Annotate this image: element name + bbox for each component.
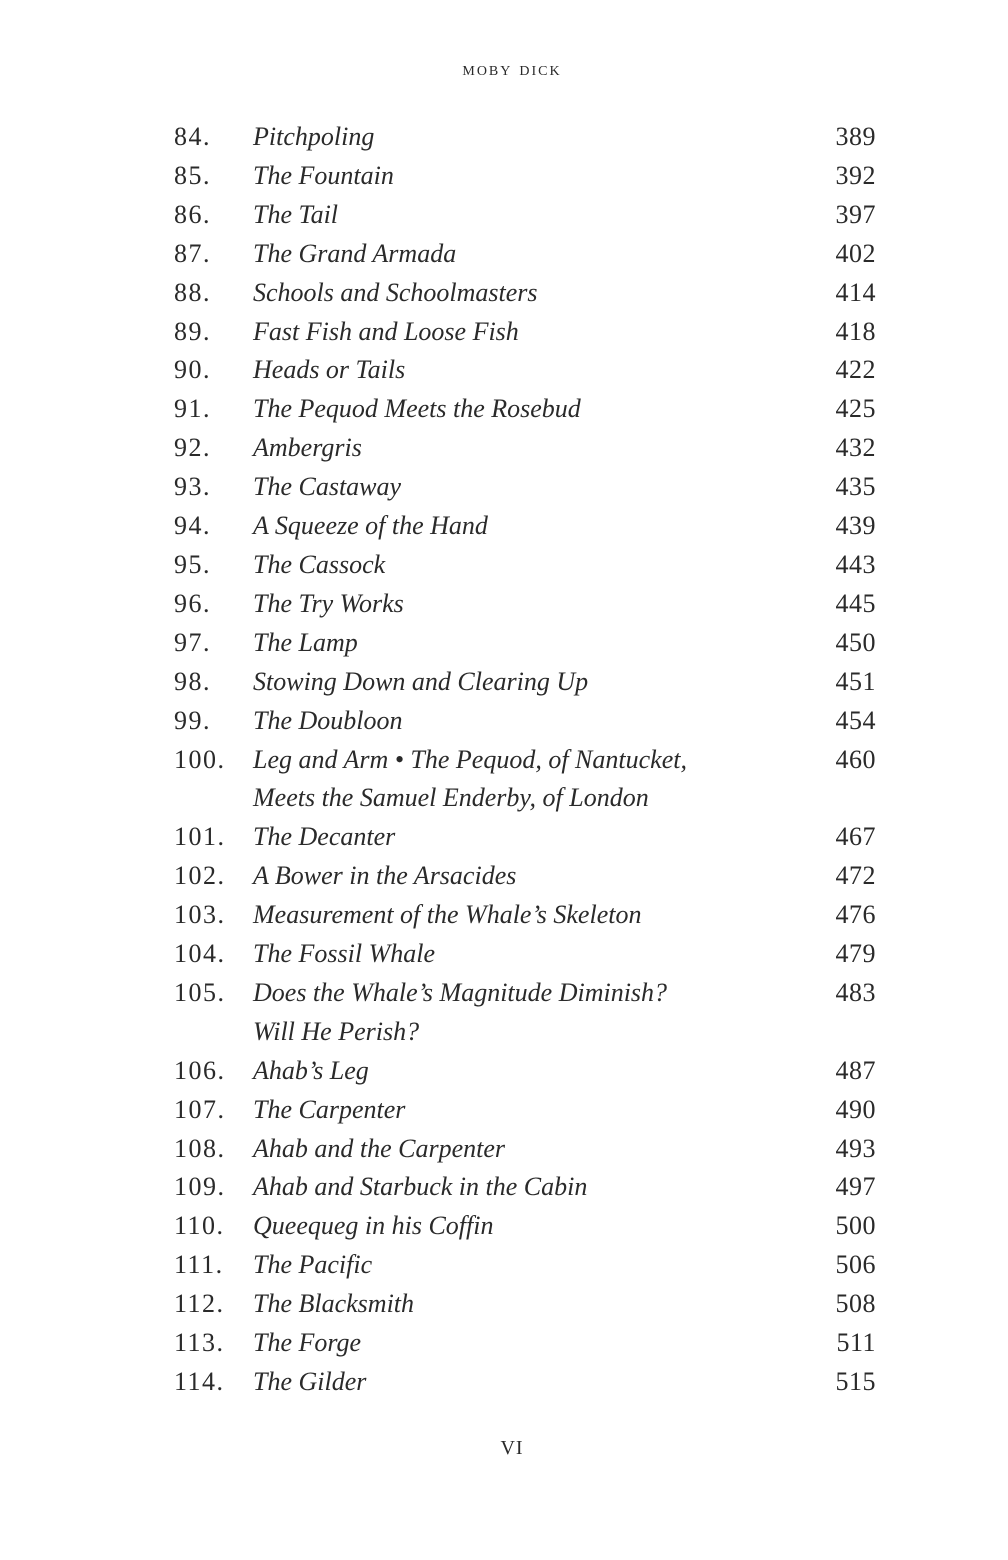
- page-number: 418: [835, 316, 876, 346]
- chapter-title-line: Will He Perish?: [253, 1016, 420, 1046]
- chapter-title: [253, 274, 806, 313]
- toc-entry: [174, 313, 876, 352]
- chapter-title: [253, 1207, 806, 1246]
- chapter-title: [253, 507, 806, 546]
- chapter-number: 90.: [174, 355, 211, 385]
- chapter-title-line: The Decanter: [253, 822, 396, 852]
- chapter-number: 84.: [174, 122, 211, 151]
- chapter-title: [253, 1130, 806, 1169]
- toc-entry: [174, 1130, 876, 1169]
- chapter-title-line: Schools and Schoolmasters: [253, 277, 538, 307]
- chapter-number: 95.: [174, 549, 211, 579]
- chapter-title-line: Heads or Tails: [253, 355, 406, 385]
- toc-entry: [174, 624, 876, 663]
- chapter-title: [253, 663, 806, 702]
- chapter-title-line: The Carpenter: [253, 1094, 406, 1124]
- chapter-number: 89.: [174, 316, 211, 346]
- page-number: 451: [835, 666, 876, 696]
- chapter-number: 101.: [174, 822, 226, 852]
- toc-entry: [174, 196, 876, 235]
- chapter-title: [253, 1091, 806, 1130]
- chapter-title: [253, 157, 806, 196]
- chapter-title: [253, 118, 806, 157]
- page-number: 506: [835, 1250, 876, 1280]
- chapter-title-line: Ahab and the Carpenter: [253, 1133, 506, 1163]
- chapter-number: 108.: [174, 1133, 226, 1163]
- page-number: 414: [835, 277, 876, 307]
- toc-entry: [174, 429, 876, 468]
- chapter-number: 112.: [174, 1289, 225, 1319]
- chapter-title: [253, 429, 806, 468]
- page-number: 397: [835, 199, 876, 229]
- chapter-number: 104.: [174, 939, 226, 969]
- page-number: 422: [835, 355, 876, 385]
- page-number: 472: [835, 861, 876, 891]
- toc-entry: [174, 1363, 876, 1402]
- chapter-title: [253, 1246, 806, 1285]
- chapter-title-line: Ambergris: [253, 433, 362, 463]
- chapter-number: 109.: [174, 1172, 226, 1202]
- toc-entry: [174, 741, 876, 819]
- toc-entry: [174, 896, 876, 935]
- page-number: 467: [835, 822, 876, 852]
- chapter-title-line: The Doubloon: [253, 705, 403, 735]
- chapter-number: 99.: [174, 705, 211, 735]
- page-number: 432: [835, 433, 876, 463]
- chapter-number: 93.: [174, 472, 211, 502]
- page-number: 479: [835, 939, 876, 969]
- toc-entry: [174, 1091, 876, 1130]
- chapter-title-line: The Forge: [253, 1328, 362, 1358]
- chapter-title-line: The Cassock: [253, 549, 386, 579]
- chapter-title-line: The Grand Armada: [253, 238, 457, 268]
- chapter-number: 86.: [174, 199, 211, 229]
- chapter-title-line: Pitchpoling: [253, 122, 375, 151]
- chapter-number: 98.: [174, 666, 211, 696]
- chapter-number: 113.: [174, 1328, 225, 1358]
- chapter-number: 103.: [174, 900, 226, 930]
- chapter-title: [253, 702, 806, 741]
- chapter-number: 105.: [174, 977, 226, 1007]
- chapter-title-line: Fast Fish and Loose Fish: [253, 316, 519, 346]
- chapter-number: 100.: [174, 744, 226, 774]
- chapter-number: 97.: [174, 627, 211, 657]
- chapter-title-line: The Fountain: [253, 160, 394, 190]
- page-number: 443: [835, 549, 876, 579]
- chapter-title-line: Meets the Samuel Enderby, of London: [253, 783, 649, 813]
- toc-entry: [174, 1285, 876, 1324]
- toc-entry: [174, 390, 876, 429]
- page-number: 392: [835, 160, 876, 190]
- chapter-title: [253, 1168, 806, 1207]
- toc-entry: [174, 1324, 876, 1363]
- toc-entry: [174, 1168, 876, 1207]
- chapter-number: 94.: [174, 511, 211, 541]
- table-of-contents: [174, 118, 876, 1402]
- chapter-title: [253, 313, 806, 352]
- page-number: 476: [835, 900, 876, 930]
- chapter-title: [253, 1363, 806, 1402]
- page-number: 439: [835, 511, 876, 541]
- chapter-title-line: The Castaway: [253, 472, 402, 502]
- page-number: 515: [835, 1367, 876, 1396]
- chapter-title-line: A Squeeze of the Hand: [253, 511, 488, 541]
- page-number: 497: [835, 1172, 876, 1202]
- chapter-title-line: The Try Works: [253, 588, 404, 618]
- chapter-title: [253, 235, 806, 274]
- toc-entry: [174, 235, 876, 274]
- page-number: 490: [835, 1094, 876, 1124]
- chapter-number: 96.: [174, 588, 211, 618]
- chapter-title-line: The Lamp: [253, 627, 358, 657]
- toc-entry: [174, 1246, 876, 1285]
- chapter-title-line: The Blacksmith: [253, 1289, 415, 1319]
- chapter-number: 102.: [174, 861, 226, 891]
- chapter-title-line: Stowing Down and Clearing Up: [253, 666, 589, 696]
- chapter-number: 88.: [174, 277, 211, 307]
- chapter-number: 91.: [174, 394, 211, 424]
- chapter-title: [253, 585, 806, 624]
- chapter-title: [253, 857, 806, 896]
- chapter-number: 114.: [174, 1367, 225, 1396]
- chapter-title-line: Measurement of the Whale’s Skeleton: [253, 900, 642, 930]
- chapter-title-line: Leg and Arm • The Pequod, of Nantucket,: [253, 744, 687, 774]
- chapter-number: 85.: [174, 160, 211, 190]
- chapter-title-line: The Gilder: [253, 1367, 367, 1396]
- page-number: 445: [835, 588, 876, 618]
- page-number: 450: [835, 627, 876, 657]
- chapter-title-line: Ahab and Starbuck in the Cabin: [253, 1172, 588, 1202]
- toc-entry: [174, 507, 876, 546]
- page-number: 454: [835, 705, 876, 735]
- chapter-title-line: Ahab’s Leg: [253, 1055, 369, 1085]
- toc-entry: [174, 468, 876, 507]
- toc-entry: [174, 157, 876, 196]
- chapter-title: [253, 974, 806, 1052]
- chapter-title-line: The Pequod Meets the Rosebud: [253, 394, 581, 424]
- page-number: 493: [835, 1133, 876, 1163]
- chapter-title: [253, 390, 806, 429]
- toc-entry: [174, 546, 876, 585]
- chapter-number: 106.: [174, 1055, 226, 1085]
- chapter-title-line: The Tail: [253, 199, 339, 229]
- page-number: 487: [835, 1055, 876, 1085]
- page-number: 402: [835, 238, 876, 268]
- running-head-title: moby dick: [462, 58, 562, 80]
- page-number: 508: [835, 1289, 876, 1319]
- chapter-title-line: The Fossil Whale: [253, 939, 435, 969]
- page-number: 511: [836, 1328, 876, 1358]
- chapter-title: [253, 1285, 806, 1324]
- toc-entry: [174, 585, 876, 624]
- toc-entry: [174, 274, 876, 313]
- chapter-title: [253, 1052, 806, 1091]
- page-number: 425: [835, 394, 876, 424]
- chapter-title: [253, 196, 806, 235]
- toc-entry: [174, 974, 876, 1052]
- page-folio: VI: [500, 1437, 524, 1459]
- toc-entry: [174, 351, 876, 390]
- page-number: 460: [835, 744, 876, 774]
- chapter-number: 110.: [174, 1211, 225, 1241]
- chapter-title: [253, 935, 806, 974]
- chapter-title: [253, 1324, 806, 1363]
- chapter-number: 107.: [174, 1094, 226, 1124]
- toc-entry: [174, 1207, 876, 1246]
- chapter-title-line: Does the Whale’s Magnitude Diminish?: [253, 977, 668, 1007]
- chapter-number: 87.: [174, 238, 211, 268]
- chapter-title: [253, 896, 806, 935]
- toc-entry: [174, 818, 876, 857]
- page-number: 435: [835, 472, 876, 502]
- chapter-title-line: Queequeg in his Coffin: [253, 1211, 494, 1241]
- toc-entry: [174, 118, 876, 157]
- toc-entry: [174, 935, 876, 974]
- chapter-title-line: The Pacific: [253, 1250, 373, 1280]
- toc-entry: [174, 1052, 876, 1091]
- chapter-title: [253, 546, 806, 585]
- page-number: 483: [835, 977, 876, 1007]
- toc-entry: [174, 857, 876, 896]
- chapter-title: [253, 818, 806, 857]
- chapter-number: 111.: [174, 1250, 224, 1280]
- chapter-title: [253, 741, 806, 819]
- chapter-number: 92.: [174, 433, 211, 463]
- page-number: 389: [835, 122, 876, 151]
- toc-entry: [174, 702, 876, 741]
- toc-entry: [174, 663, 876, 702]
- chapter-title: [253, 351, 806, 390]
- page-number: 500: [835, 1211, 876, 1241]
- chapter-title: [253, 624, 806, 663]
- chapter-title-line: A Bower in the Arsacides: [253, 861, 517, 891]
- chapter-title: [253, 468, 806, 507]
